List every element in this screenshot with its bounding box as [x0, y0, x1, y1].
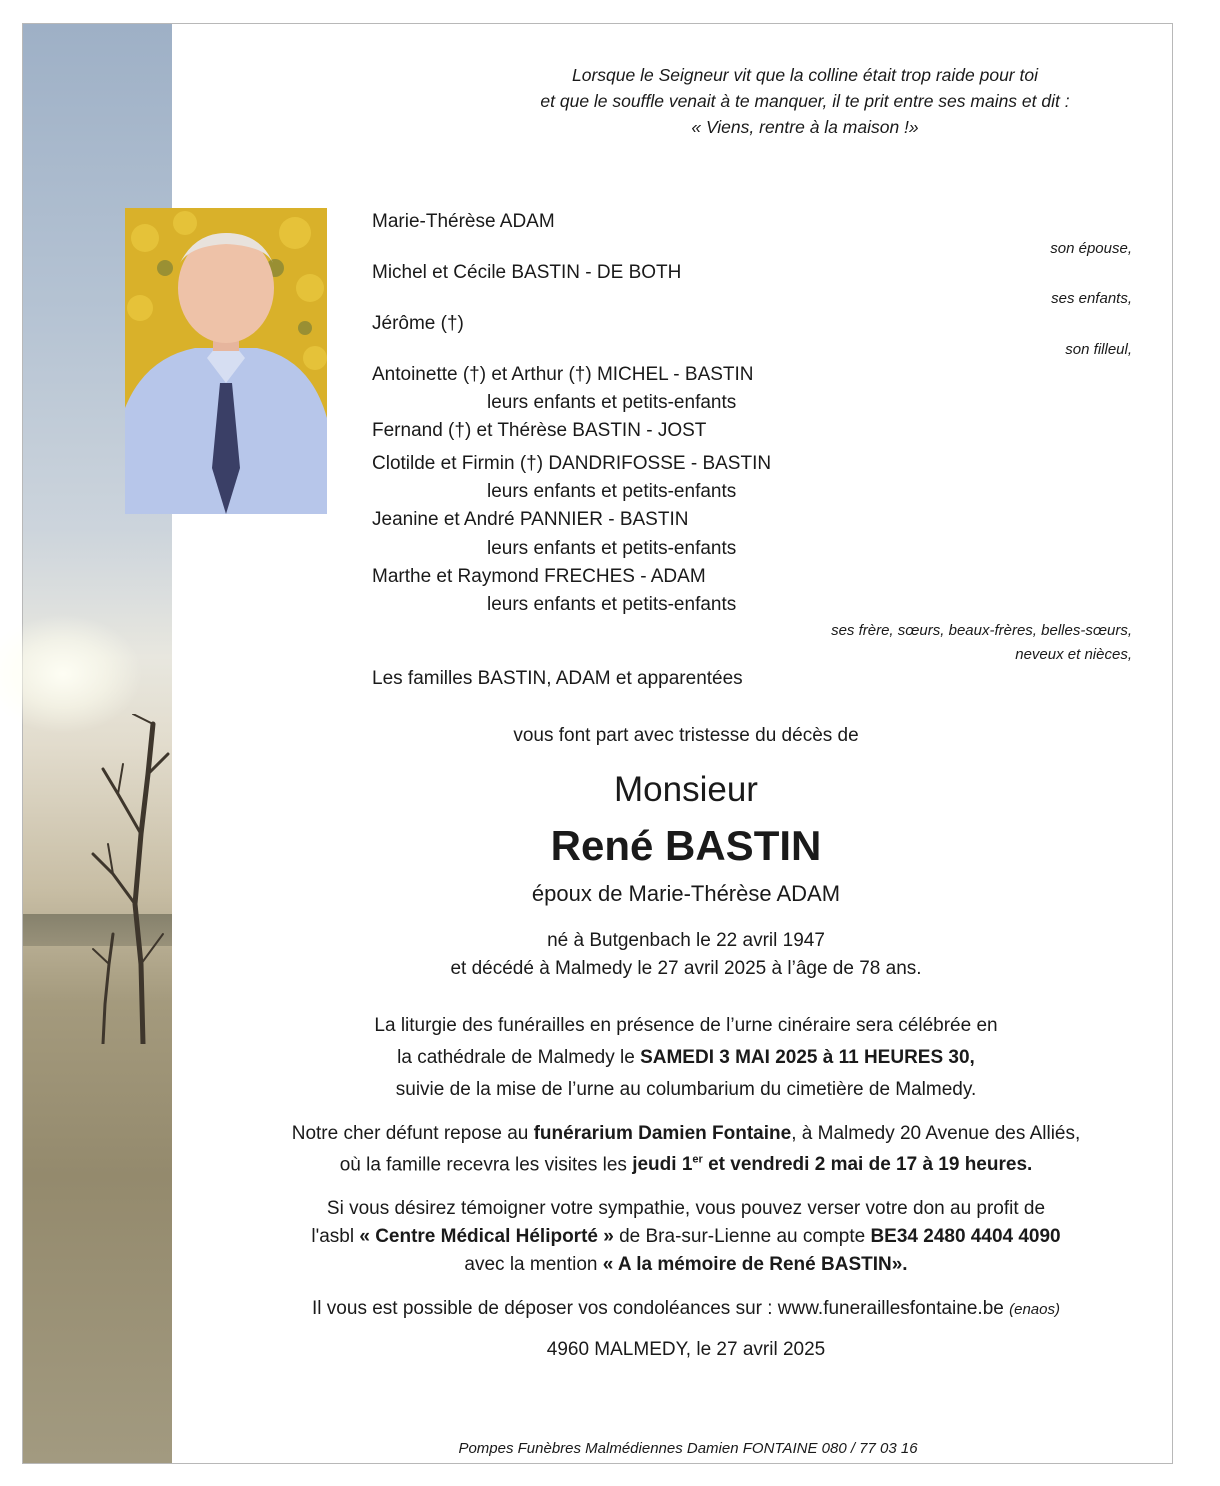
family-line: Clotilde et Firmin (†) DANDRIFOSSE - BASTIN	[372, 453, 772, 474]
family-line: Marthe et Raymond FRECHES - ADAM	[372, 566, 706, 587]
liturgy-text: la cathédrale de Malmedy le	[397, 1047, 641, 1068]
condolences-text: Il vous est possible de déposer vos condoléances sur : www.funeraillesfontaine.be	[312, 1298, 1010, 1319]
liturgy-line: suivie de la mise de l’urne au columbarium du cimetière de Malmedy.	[395, 1079, 977, 1100]
family-line: Michel et Cécile BASTIN - DE BOTH	[372, 262, 682, 283]
donation-text: de Bra-sur-Lienne au compte	[613, 1226, 871, 1247]
funerarium-name: funérarium Damien Fontaine	[533, 1123, 792, 1144]
liturgy-line	[222, 1047, 1150, 1069]
spouse-line: époux de Marie-Thérèse ADAM	[531, 881, 841, 906]
family-role: son filleul,	[1065, 341, 1132, 358]
donation-mention: « A la mémoire de René BASTIN».	[602, 1254, 908, 1275]
visit-line	[222, 1123, 1150, 1145]
tree-silhouette	[23, 714, 172, 1044]
death-line: et décédé à Malmedy le 27 avril 2025 à l’âge de 78 ans.	[450, 958, 922, 979]
donation-text: l'asbl	[311, 1226, 360, 1247]
birth-line: né à Butgenbach le 22 avril 1947	[547, 930, 825, 951]
family-line: Jeanine et André PANNIER - BASTIN	[372, 509, 689, 530]
poem-line: Lorsque le Seigneur vit que la colline était trop raide pour toi	[572, 65, 1038, 85]
announcement: vous font part avec tristesse du décès de	[513, 725, 859, 746]
family-role: neveux et nièces,	[1015, 646, 1132, 663]
liturgy-line: La liturgie des funérailles en présence de l’urne cinéraire sera célébrée en	[374, 1015, 998, 1036]
family-line: Antoinette (†) et Arthur (†) MICHEL - BASTIN	[372, 364, 754, 385]
family-subline: leurs enfants et petits-enfants	[487, 594, 737, 615]
family-subline: leurs enfants et petits-enfants	[487, 538, 737, 559]
deceased-name: René BASTIN	[550, 822, 822, 869]
title: Monsieur	[614, 770, 758, 809]
visit-text: Notre cher défunt repose au	[291, 1123, 534, 1144]
poem-line: et que le souffle venait à te manquer, il te prit entre ses mains et dit :	[540, 91, 1070, 111]
visit-day: jeudi 1	[632, 1154, 693, 1176]
portrait-photo	[125, 208, 327, 514]
family-line: Marie-Thérèse ADAM	[372, 211, 555, 232]
visit-line	[222, 1154, 1150, 1176]
poem	[500, 62, 1110, 140]
donation-text: avec la mention	[464, 1254, 603, 1275]
condolences-note: (enaos)	[1009, 1301, 1060, 1318]
place-date: 4960 MALMEDY, le 27 avril 2025	[546, 1339, 826, 1360]
bank-account: BE34 2480 4404 4090	[870, 1226, 1061, 1247]
donation-line: Si vous désirez témoigner votre sympathie, vous pouvez verser votre don au profit de	[326, 1198, 1046, 1219]
family-line: Les familles BASTIN, ADAM et apparentées	[372, 668, 743, 689]
family-role: ses frère, sœurs, beaux-frères, belles-sœurs,	[831, 622, 1132, 639]
family-line: Fernand (†) et Thérèse BASTIN - JOST	[372, 420, 707, 441]
donation-line	[222, 1254, 1150, 1276]
family-subline: leurs enfants et petits-enfants	[487, 392, 737, 413]
liturgy-date: SAMEDI 3 MAI 2025 à 11 HEURES 30,	[640, 1047, 975, 1068]
visit-text: , à Malmedy 20 Avenue des Alliés,	[791, 1123, 1081, 1144]
visit-dates	[632, 1154, 1032, 1175]
donation-line	[222, 1226, 1150, 1248]
family-role: ses enfants,	[1051, 290, 1132, 307]
footer: Pompes Funèbres Malmédiennes Damien FONTAINE 080 / 77 03 16	[458, 1440, 918, 1457]
visit-day: et vendredi 2 mai de 17 à 19 heures.	[702, 1154, 1033, 1176]
ordinal-suffix: er	[692, 1154, 703, 1166]
family-role: son épouse,	[1050, 240, 1132, 257]
family-subline: leurs enfants et petits-enfants	[487, 481, 737, 502]
charity-name: « Centre Médical Héliporté »	[359, 1226, 614, 1247]
poem-line: « Viens, rentre à la maison !»	[691, 117, 919, 137]
visit-text: où la famille recevra les visites les	[339, 1154, 633, 1176]
family-line: Jérôme (†)	[372, 313, 464, 334]
condolences-line	[222, 1298, 1150, 1320]
